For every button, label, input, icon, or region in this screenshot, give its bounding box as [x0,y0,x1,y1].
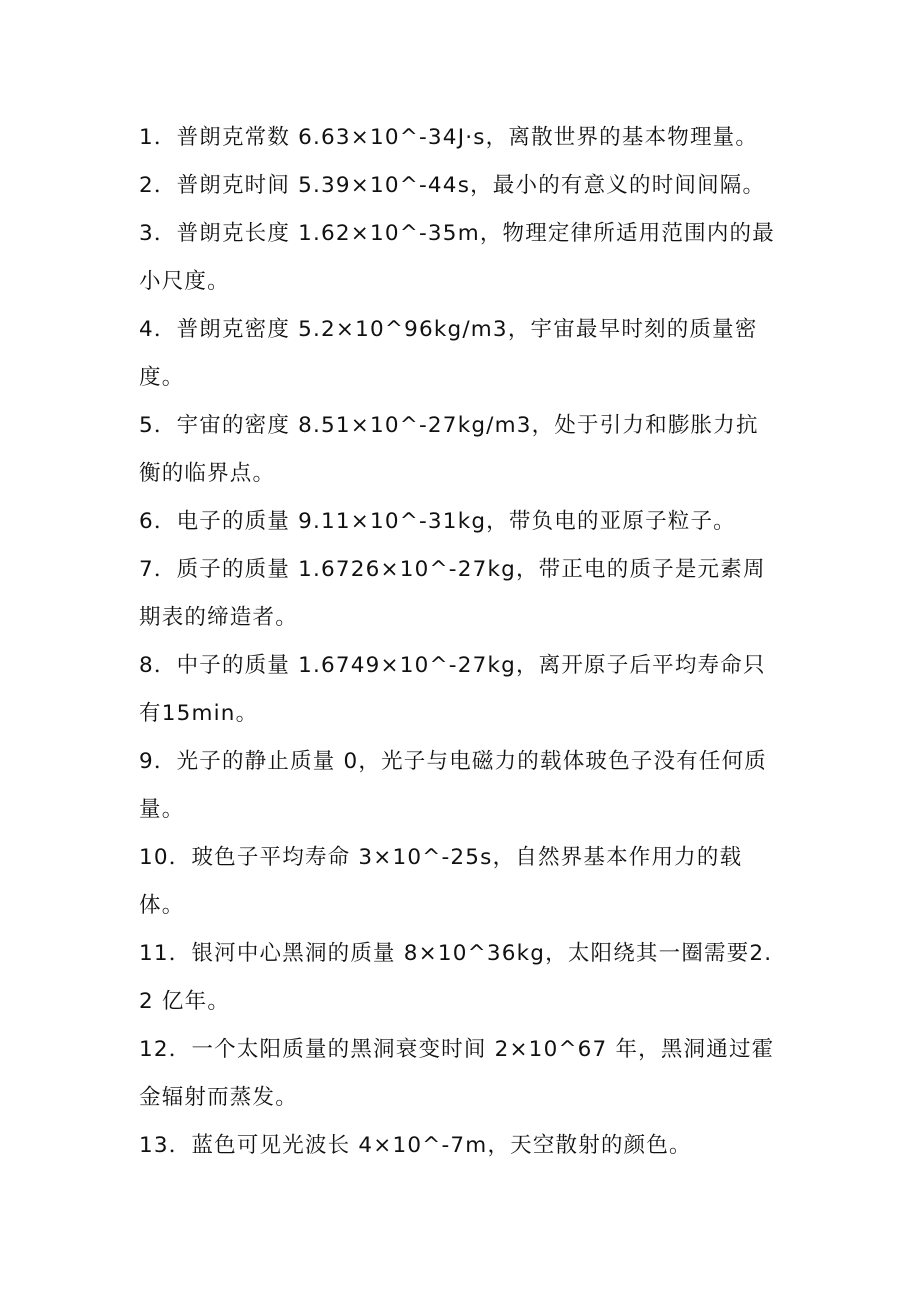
list-item: 1．普朗克常数 6.63×10^-34J·s，离散世界的基本物理量。 [139,125,759,150]
list-item: 11．银河中心黑洞的质量 8×10^36kg，太阳绕其一圈需要2.2 亿年。 [139,941,773,1014]
list-item: 2．普朗克时间 5.39×10^-44s，最小的有意义的时间间隔。 [139,173,766,198]
list-item: 10．玻色子平均寿命 3×10^-25s，自然界基本作用力的载体。 [139,845,743,918]
list-item: 13．蓝色可见光波长 4×10^-7m，天空散射的颜色。 [139,1133,692,1158]
document-body [139,114,779,1170]
list-item: 8．中子的质量 1.6749×10^-27kg，离开原子后平均寿命只有15min。 [139,653,766,726]
list-item: 4．普朗克密度 5.2×10^96kg/m3，宇宙最早时刻的质量密度。 [139,317,758,390]
list-item: 9．光子的静止质量 0，光子与电磁力的载体玻色子没有任何质量。 [139,749,767,822]
list-item: 3．普朗克长度 1.62×10^-35m，物理定律所适用范围内的最小尺度。 [139,221,775,294]
list-item: 12．一个太阳质量的黑洞衰变时间 2×10^67 年，黑洞通过霍金辐射而蒸发。 [139,1037,775,1110]
list-item: 6．电子的质量 9.11×10^-31kg，带负电的亚原子粒子。 [139,509,736,534]
list-item: 5．宇宙的密度 8.51×10^-27kg/m3，处于引力和膨胀力抗衡的临界点。 [139,413,759,486]
list-item: 7．质子的质量 1.6726×10^-27kg，带正电的质子是元素周期表的缔造者。 [139,557,766,630]
